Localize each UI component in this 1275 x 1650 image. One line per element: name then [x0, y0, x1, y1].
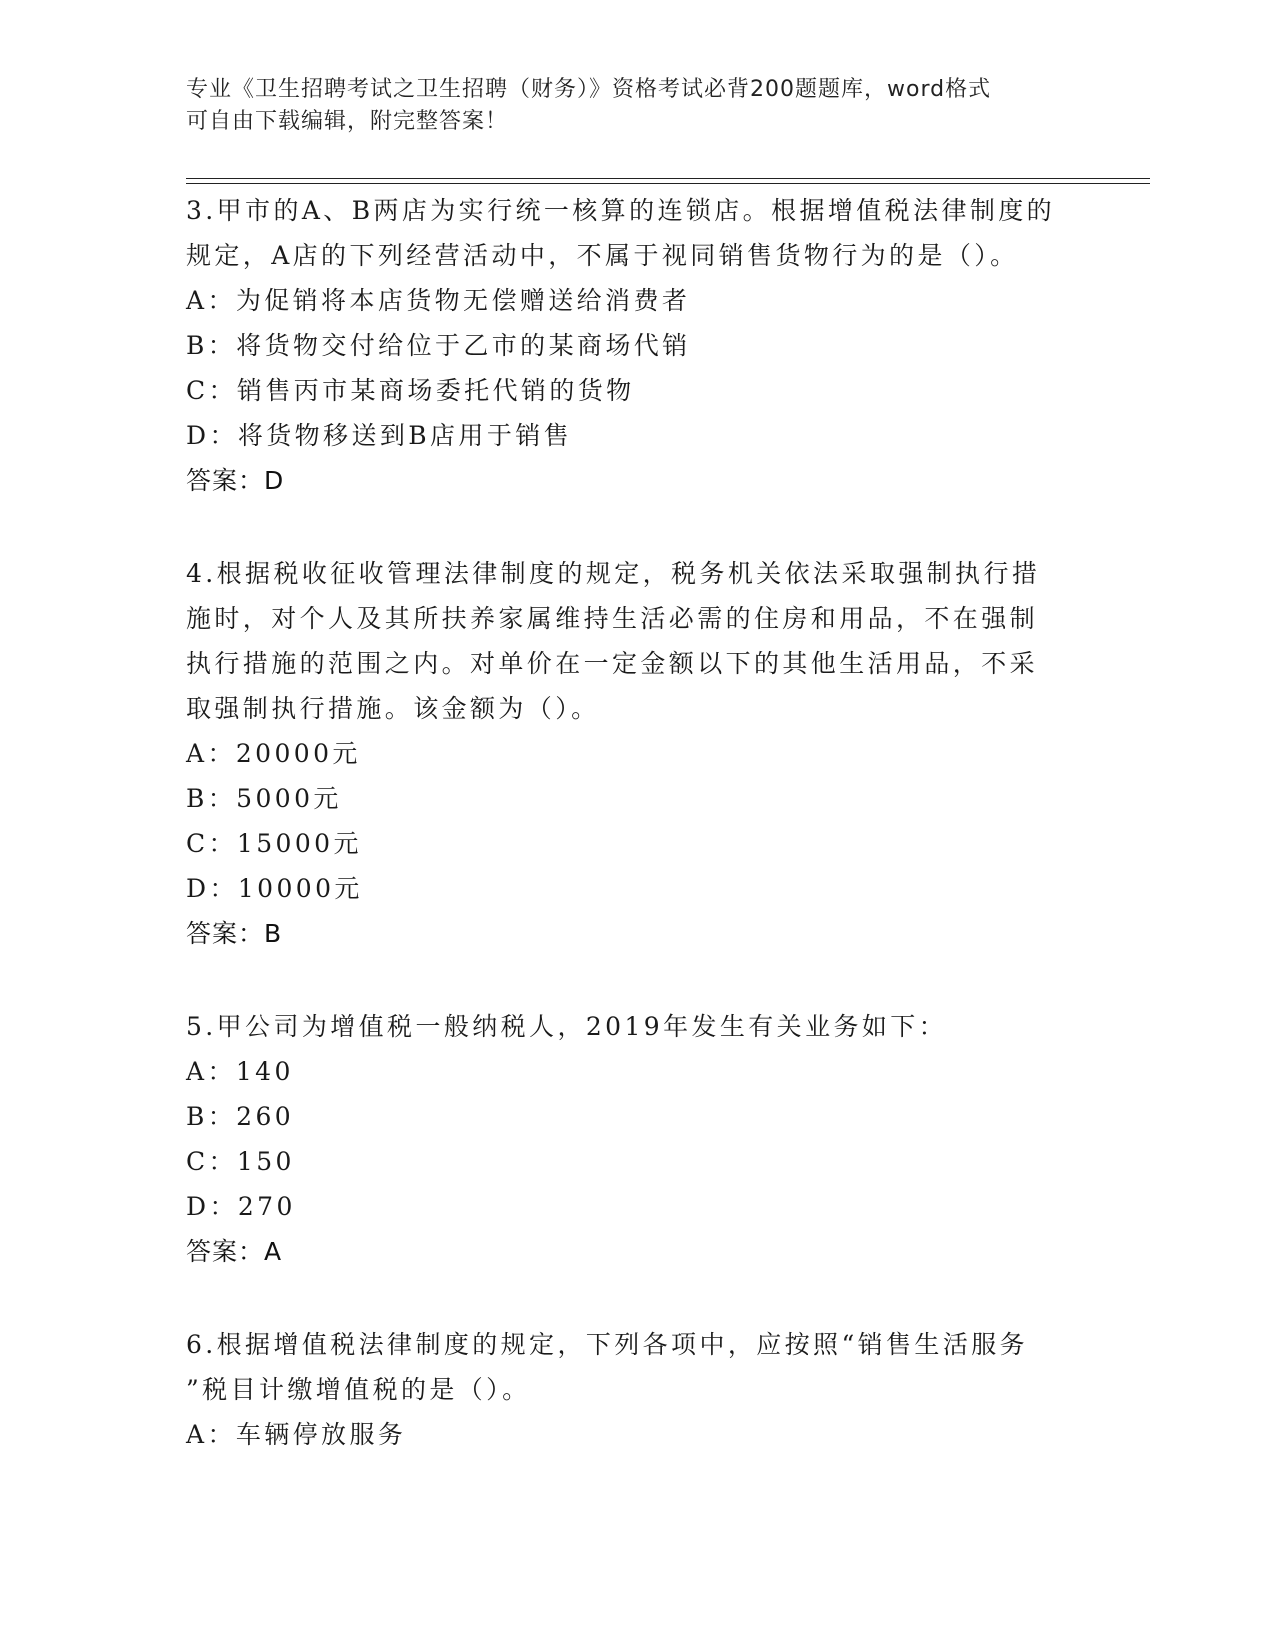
question-4	[186, 551, 1106, 956]
option-c: C：15000元	[186, 829, 362, 858]
question-stem-line: 施时，对个人及其所扶养家属维持生活必需的住房和用品，不在强制	[186, 604, 1039, 633]
question-5	[186, 1004, 1106, 1274]
question-6	[186, 1322, 1106, 1457]
option-b: B：260	[186, 1102, 295, 1131]
option-b: B：将货物交付给位于乙市的某商场代销	[186, 331, 691, 360]
question-3	[186, 188, 1106, 503]
option-c: C：销售丙市某商场委托代销的货物	[186, 376, 635, 405]
option-a: A：车辆停放服务	[186, 1420, 407, 1449]
question-stem-line: 5.甲公司为增值税一般纳税人，2019年发生有关业务如下：	[186, 1012, 948, 1041]
option-d: D：将货物移送到B店用于销售	[186, 421, 573, 450]
header-line-2: 可自由下载编辑，附完整答案！	[186, 109, 509, 134]
question-stem-line: 执行措施的范围之内。对单价在一定金额以下的其他生活用品，不采	[186, 649, 1039, 678]
header-divider-bottom	[186, 183, 1150, 184]
question-stem-line: 规定，A店的下列经营活动中，不属于视同销售货物行为的是（）。	[186, 241, 1019, 270]
option-c: C：150	[186, 1147, 295, 1176]
option-a: A：为促销将本店货物无偿赠送给消费者	[186, 286, 691, 315]
answer-line: 答案：B	[186, 919, 283, 948]
header-divider-top	[186, 178, 1150, 179]
header-line-1: 专业《卫生招聘考试之卫生招聘（财务）》资格考试必背200题题库，word格式	[186, 77, 992, 102]
option-d: D：10000元	[186, 874, 363, 903]
option-a: A：140	[186, 1057, 294, 1086]
answer-line: 答案：A	[186, 1237, 283, 1266]
answer-line: 答案：D	[186, 466, 285, 495]
question-list	[186, 188, 1106, 1505]
question-stem-line: ”税目计缴增值税的是（）。	[186, 1375, 531, 1404]
question-stem-line: 4.根据税收征收管理法律制度的规定，税务机关依法采取强制执行措	[186, 559, 1041, 588]
document-header	[186, 74, 1086, 138]
option-a: A：20000元	[186, 739, 361, 768]
question-stem-line: 3.甲市的A、B两店为实行统一核算的连锁店。根据增值税法律制度的	[186, 196, 1056, 225]
option-d: D：270	[186, 1192, 296, 1221]
question-stem-line: 取强制执行措施。该金额为（）。	[186, 694, 600, 723]
option-b: B：5000元	[186, 784, 342, 813]
question-stem-line: 6.根据增值税法律制度的规定，下列各项中，应按照“销售生活服务	[186, 1330, 1029, 1359]
